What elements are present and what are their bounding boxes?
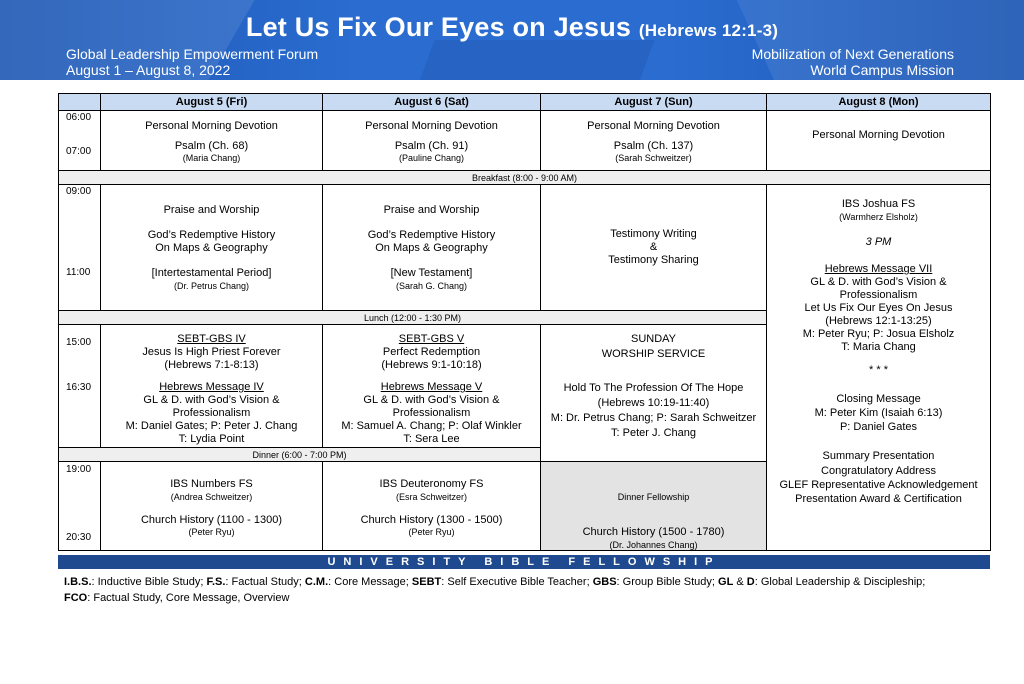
column-header-fri: August 5 (Fri) [101, 94, 323, 111]
program-item: GLEF Representative Acknowledgement [779, 479, 978, 491]
session-line: & [649, 241, 658, 253]
legend-value: : Self Executive Bible Teacher; [441, 576, 593, 588]
time-label: 07:00 [66, 146, 92, 157]
lunch-break: Lunch (12:00 - 1:30 PM) [59, 311, 767, 325]
speaker-line: M: Dr. Petrus Chang; P: Sarah Schweitzer [550, 412, 757, 424]
program-item: Congratulatory Address [821, 465, 936, 477]
session-title: Praise and Worship [163, 204, 260, 216]
session-line: Professionalism [172, 407, 251, 419]
legend-value: : Group Bible Study; [616, 576, 719, 588]
leader-name: (Dr. Petrus Chang) [173, 281, 250, 291]
session-title: IBS Deuteronomy FS [379, 478, 484, 490]
message-title: Hebrews Message VII [824, 263, 933, 275]
time-cell [59, 111, 101, 171]
mon-morning-cell [767, 111, 991, 171]
time-cell [59, 462, 101, 551]
forum-info [66, 46, 318, 78]
speaker-line: T: Lydia Point [178, 433, 245, 445]
leader-name: (Sarah G. Chang) [395, 281, 468, 291]
title-reference: (Hebrews 12:1-3) [638, 21, 779, 40]
legend-line-2 [64, 590, 984, 606]
devotion-label: Personal Morning Devotion [365, 120, 498, 132]
session-title: Church History (1500 - 1780) [582, 526, 725, 538]
legend-value: : Factual Study; [225, 576, 305, 588]
abbreviation-legend [64, 574, 984, 606]
sat-evening-cell [323, 462, 541, 551]
session-title: WORSHIP SERVICE [601, 348, 706, 360]
page-title [0, 12, 1024, 43]
column-header-sat: August 6 (Sat) [323, 94, 541, 111]
legend-value: & [733, 576, 747, 588]
time-cell [59, 185, 101, 311]
psalm-label: Psalm (Ch. 91) [394, 140, 469, 152]
sun-afternoon-cell [541, 325, 767, 462]
session-line: (Hebrews 10:19-11:40) [597, 397, 710, 409]
session-line: Perfect Redemption [382, 346, 481, 358]
time-label: 09:00 [66, 186, 92, 197]
session-line: Professionalism [392, 407, 471, 419]
legend-value: : Factual Study, Core Message, Overview [87, 592, 290, 604]
mon-afternoon-cell [767, 185, 991, 551]
speaker-line: T: Peter J. Chang [611, 427, 696, 439]
session-line: Professionalism [839, 289, 918, 301]
late-morning-row [59, 185, 991, 311]
fri-morning-cell [101, 111, 323, 171]
session-line: On Maps & Geography [155, 242, 268, 254]
session-line: [Intertestamental Period] [151, 267, 272, 279]
fri-late-morning-cell [101, 185, 323, 311]
psalm-label: Psalm (Ch. 137) [613, 140, 694, 152]
legend-key: D [746, 576, 755, 588]
time-label: 11:00 [66, 267, 91, 278]
column-header-mon: August 8 (Mon) [767, 94, 991, 111]
ubf-banner: UNIVERSITY BIBLE FELLOWSHIP [58, 555, 990, 569]
speaker-line: M: Samuel A. Chang; P: Olaf Winkler [341, 420, 522, 432]
program-item: Summary Presentation [822, 450, 935, 462]
mission-line-2: World Campus Mission [810, 62, 954, 78]
speaker-line: M: Peter Ryu; P: Josua Elsholz [802, 328, 955, 340]
session-title: SEBT-GBS IV [177, 333, 246, 345]
session-line: (Hebrews 12:1-13:25) [825, 315, 932, 327]
legend-line-1 [64, 574, 984, 590]
legend-key: C.M. [304, 576, 329, 588]
time-header [59, 94, 101, 111]
session-line: On Maps & Geography [375, 242, 488, 254]
session-title: Closing Message [836, 393, 921, 405]
session-title: Praise and Worship [383, 204, 480, 216]
speaker-line: M: Daniel Gates; P: Peter J. Chang [125, 420, 298, 432]
leader-name: (Peter Ryu) [408, 527, 455, 537]
session-title: IBS Numbers FS [170, 478, 253, 490]
column-header-sun: August 7 (Sun) [541, 94, 767, 111]
dinner-break: Dinner (6:00 - 7:00 PM) [59, 448, 541, 462]
session-line: GL & D. with God’s Vision & [810, 276, 947, 288]
banner-decoration [405, 40, 654, 80]
schedule-table [58, 93, 991, 551]
session-line: Testimony Sharing [608, 254, 699, 266]
session-line: [New Testament] [390, 267, 473, 279]
sat-afternoon-cell [323, 325, 541, 448]
time-cell [59, 325, 101, 448]
header-banner [0, 0, 1024, 80]
separator: * * * [869, 364, 888, 376]
session-line: God’s Redemptive History [147, 229, 276, 241]
session-line: (Hebrews 9:1-10:18) [381, 359, 482, 371]
speaker-line: P: Daniel Gates [839, 421, 918, 433]
session-title: SUNDAY [630, 333, 677, 345]
speaker-line: T: Maria Chang [841, 341, 916, 353]
sat-morning-cell [323, 111, 541, 171]
session-title: Church History (1300 - 1500) [360, 514, 503, 526]
session-title: Dinner Fellowship [617, 492, 690, 502]
time-label: 16:30 [66, 382, 92, 393]
sun-morning-cell [541, 111, 767, 171]
devotion-label: Personal Morning Devotion [812, 129, 945, 141]
leader-name: (Peter Ryu) [188, 527, 235, 537]
leader-name: (Dr. Johannes Chang) [609, 540, 698, 550]
time-label: 20:30 [66, 532, 92, 543]
sun-late-morning-cell [541, 185, 767, 311]
legend-value: : Core Message; [328, 576, 412, 588]
psalm-label: Psalm (Ch. 68) [174, 140, 249, 152]
speaker-line: T: Sera Lee [403, 433, 460, 445]
forum-name: Global Leadership Empowerment Forum [66, 46, 319, 62]
message-title: Hebrews Message V [380, 381, 483, 393]
breakfast-break: Breakfast (8:00 - 9:00 AM) [59, 171, 991, 185]
time-label: 06:00 [66, 112, 92, 123]
devotion-label: Personal Morning Devotion [145, 120, 278, 132]
session-title: SEBT-GBS V [398, 333, 465, 345]
legend-key: FCO [64, 592, 88, 604]
header-row [59, 94, 991, 111]
forum-dates: August 1 – August 8, 2022 [66, 62, 231, 78]
mission-info [752, 46, 954, 78]
mission-line-1: Mobilization of Next Generations [751, 46, 954, 62]
session-title: IBS Joshua FS [841, 198, 916, 210]
session-line: God’s Redemptive History [367, 229, 496, 241]
session-time: 3 PM [865, 236, 892, 248]
session-line: Jesus Is High Priest Forever [142, 346, 281, 358]
time-label: 19:00 [66, 464, 92, 475]
session-title: Testimony Writing [610, 228, 697, 240]
legend-key: F.S. [206, 576, 226, 588]
leader-name: (Pauline Chang) [398, 153, 465, 163]
leader-name: (Sarah Schweitzer) [615, 153, 692, 163]
message-title: Hebrews Message IV [159, 381, 264, 393]
time-label: 15:00 [66, 337, 92, 348]
session-line: Let Us Fix Our Eyes On Jesus [804, 302, 953, 314]
leader-name: (Warmherz Elsholz) [839, 212, 918, 222]
leader-name: (Andrea Schweitzer) [170, 492, 253, 502]
leader-name: (Maria Chang) [182, 153, 241, 163]
legend-key: I.B.S. [64, 576, 92, 588]
morning-row [59, 111, 991, 171]
legend-key: GL [718, 576, 734, 588]
breakfast-row [59, 171, 991, 185]
legend-key: GBS [592, 576, 617, 588]
title-text: Let Us Fix Our Eyes on Jesus [245, 12, 632, 42]
program-item: Presentation Award & Certification [795, 493, 962, 505]
legend-value: : Global Leadership & Discipleship; [754, 576, 926, 588]
devotion-label: Personal Morning Devotion [587, 120, 720, 132]
fri-evening-cell [101, 462, 323, 551]
session-line: (Hebrews 7:1-8:13) [164, 359, 259, 371]
message-title: Hold To The Profession Of The Hope [563, 382, 744, 394]
session-line: GL & D. with God’s Vision & [363, 394, 500, 406]
fri-afternoon-cell [101, 325, 323, 448]
session-line: GL & D. with God’s Vision & [143, 394, 280, 406]
leader-name: (Esra Schweitzer) [395, 492, 467, 502]
legend-value: : Inductive Bible Study; [91, 576, 207, 588]
speaker-line: M: Peter Kim (Isaiah 6:13) [814, 407, 943, 419]
legend-key: SEBT [411, 576, 442, 588]
sat-late-morning-cell [323, 185, 541, 311]
session-title: Church History (1100 - 1300) [140, 514, 283, 526]
sun-evening-cell [541, 462, 767, 551]
